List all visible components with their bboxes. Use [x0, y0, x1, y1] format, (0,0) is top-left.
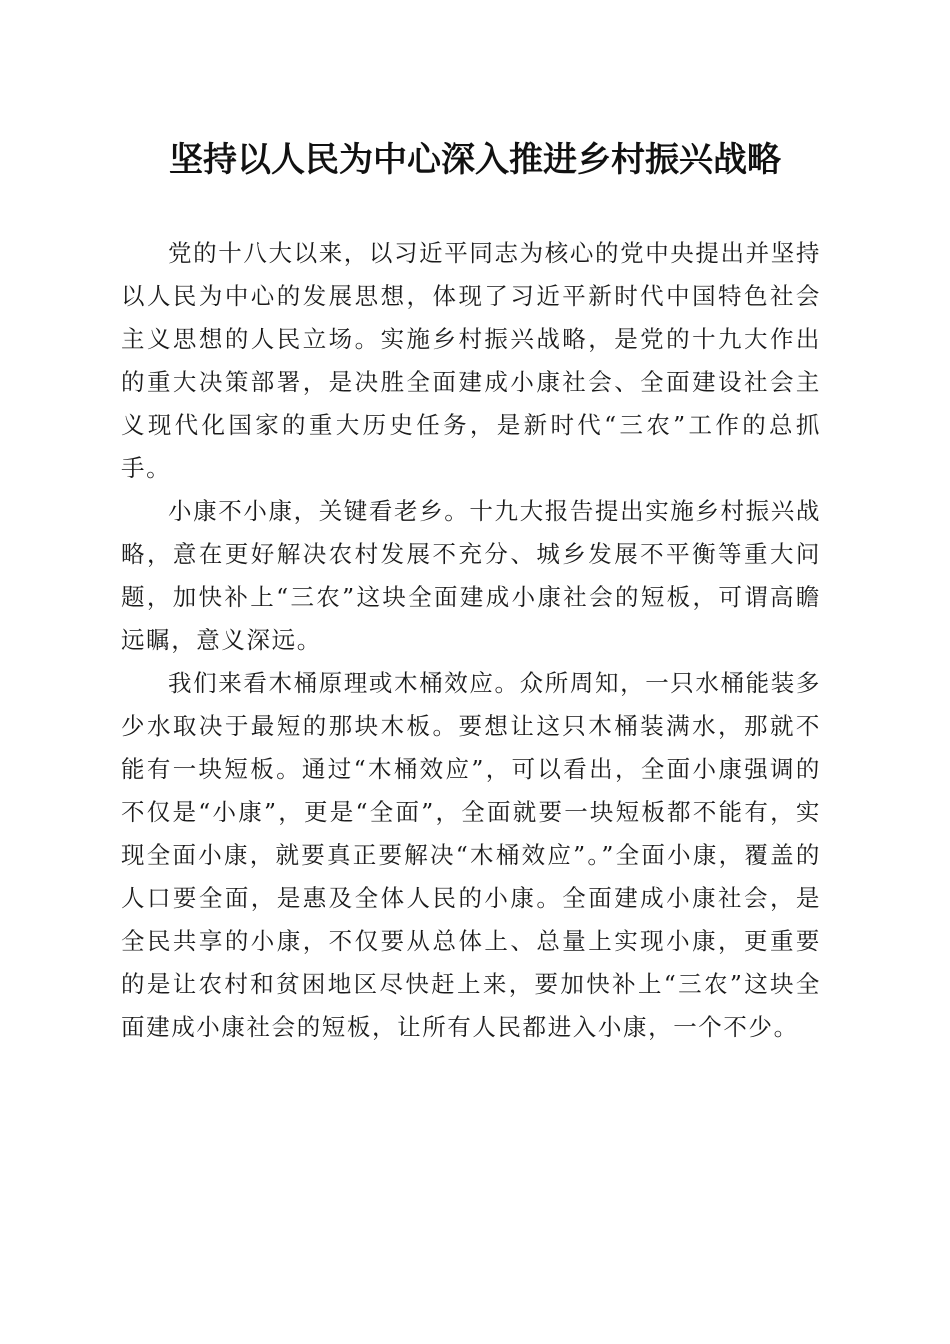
paragraph-2: 小康不小康，关键看老乡。十九大报告提出实施乡村振兴战略，意在更好解决农村发展不充分、城乡发展不平衡等重大问题，加快补上“三农”这块全面建成小康社会的短板，可谓高瞻远瞩，意义深远。	[121, 497, 821, 654]
document-body	[121, 232, 821, 1049]
paragraph-3: 我们来看木桶原理或木桶效应。众所周知，一只水桶能装多少水取决于最短的那块木板。要想让这只木桶装满水，那就不能有一块短板。通过“木桶效应”，可以看出，全面小康强调的不仅是“小康”，更是“全面”，全面就要一块短板都不能有，实现全面小康，就要真正要解决“木桶效应”。”全面小康，覆盖的人口要全面，是惠及全体人民的小康。全面建成小康社会，是全民共享的小康，不仅要从总体上、总量上实现小康，更重要的是让农村和贫困地区尽快赶上来，要加快补上“三农”这块全面建成小康社会的短板，让所有人民都进入小康，一个不少。	[121, 669, 821, 1041]
document-title: 坚持以人民为中心深入推进乡村振兴战略	[169, 140, 781, 180]
paragraph-1: 党的十八大以来，以习近平同志为核心的党中央提出并坚持以人民为中心的发展思想，体现了习近平新时代中国特色社会主义思想的人民立场。实施乡村振兴战略，是党的十九大作出的重大决策部署，是决胜全面建成小康社会、全面建设社会主义现代化国家的重大历史任务，是新时代“三农”工作的总抓手。	[121, 239, 821, 482]
